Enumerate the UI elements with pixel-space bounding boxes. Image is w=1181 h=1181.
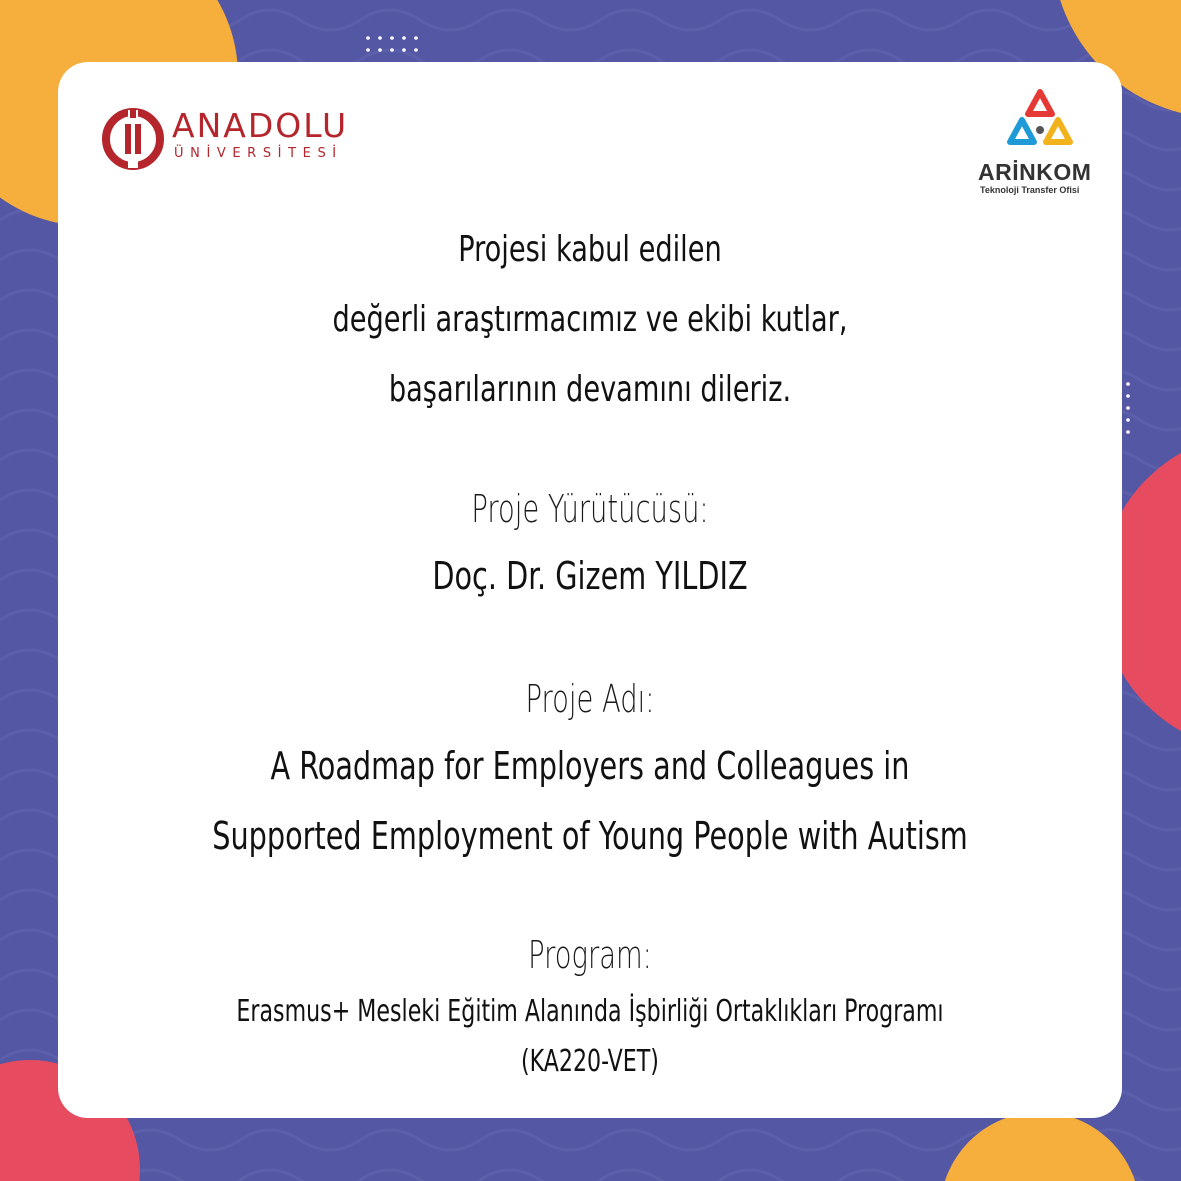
anadolu-subtitle: ÜNİVERSİTESİ: [174, 146, 343, 161]
project-title-line-1: A Roadmap for Employers and Colleagues in: [270, 744, 910, 788]
arinkom-triangle-icon: [1000, 88, 1080, 158]
arinkom-logo: [972, 88, 1102, 200]
arinkom-subtitle: Teknoloji Transfer Ofisi: [980, 185, 1080, 195]
coordinator-label: Proje Yürütücüsü:: [471, 487, 709, 531]
anadolu-logo: [102, 102, 362, 172]
program-name-line-2: (KA220-VET): [521, 1044, 659, 1079]
coordinator-name: Doç. Dr. Gizem YILDIZ: [432, 554, 748, 598]
message-line-1: Projesi kabul edilen: [458, 229, 722, 270]
arinkom-name: ARİNKOM: [978, 159, 1092, 185]
anadolu-emblem-icon: [102, 108, 164, 170]
announcement-card: [58, 62, 1122, 1118]
program-label: Program:: [528, 933, 652, 977]
message-line-3: başarılarının devamını dileriz.: [388, 369, 792, 410]
project-title-line-2: Supported Employment of Young People with Autism: [212, 814, 968, 858]
message-line-2: değerli araştırmacımız ve ekibi kutlar,: [332, 299, 848, 340]
project-label: Proje Adı:: [525, 677, 655, 721]
anadolu-name: ANADOLU: [172, 106, 349, 145]
program-name-line-1: Erasmus+ Mesleki Eğitim Alanında İşbirliği Ortaklıkları Programı: [236, 994, 944, 1029]
